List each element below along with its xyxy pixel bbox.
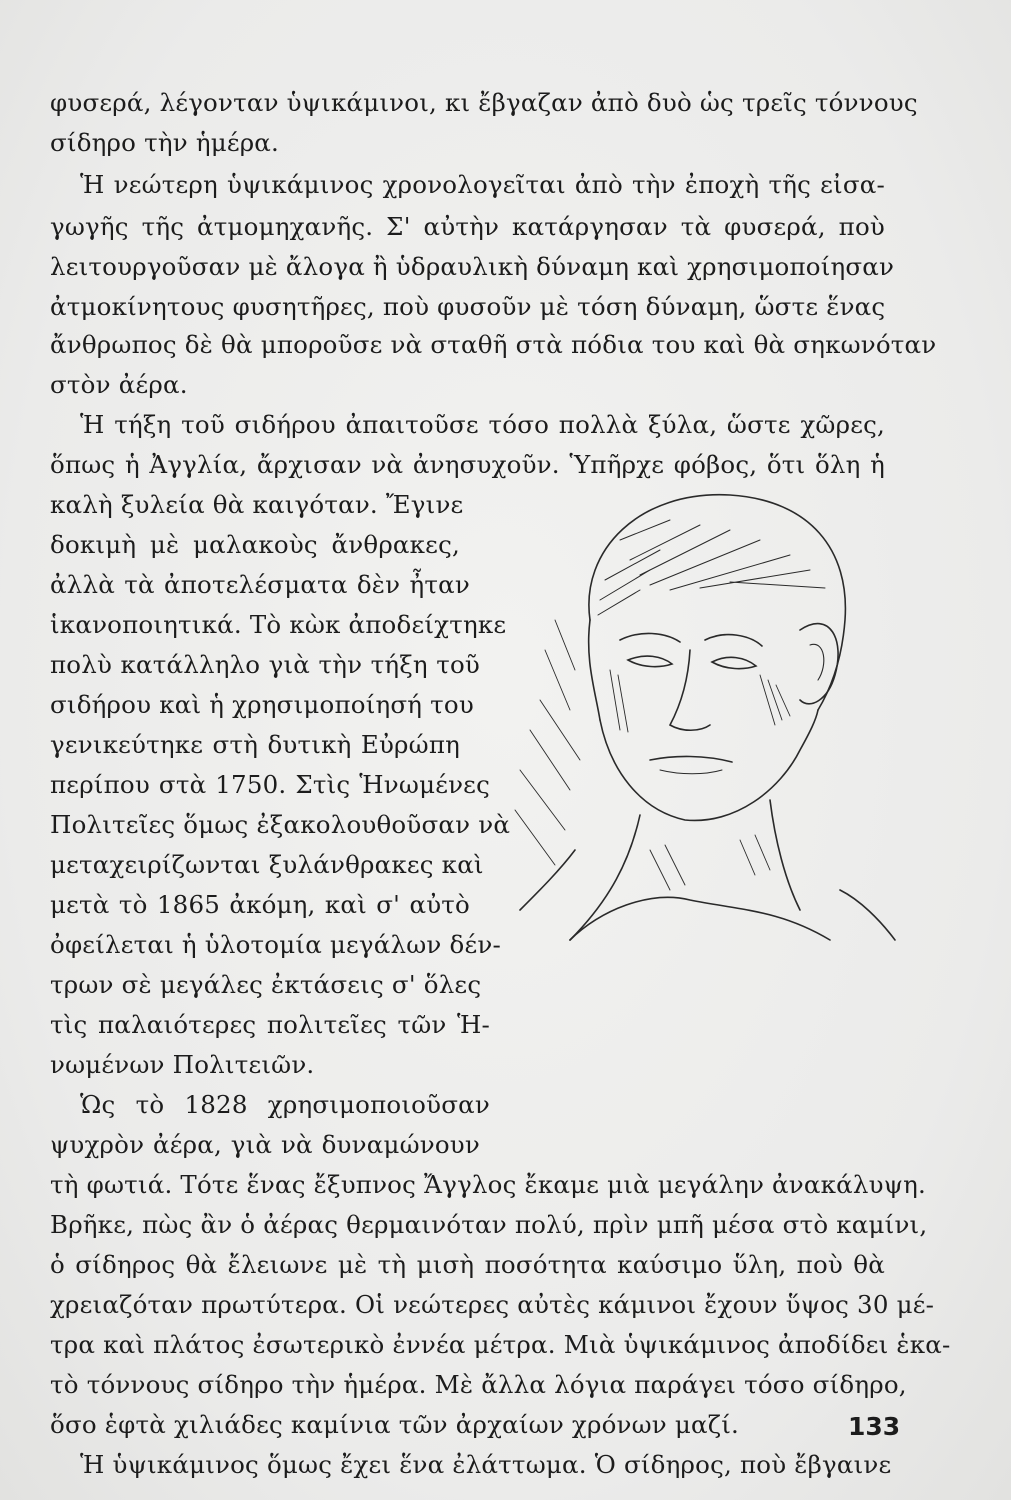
text-line-1: φυσερά, λέγονταν ὑψικάμινοι, κι ἔβγαζαν ἀπὸ δυὸ ὡς τρεῖς τόννους: [50, 88, 918, 117]
text-line-32: τρα καὶ πλάτος ἐσωτερικὸ ἐννέα μέτρα. Μιὰ ὑψικάμινος ἀποδίδει ἑκα-: [50, 1330, 951, 1359]
portrait-illustration: [500, 470, 900, 950]
text-line-33: τὸ τόννους σίδηρο τὴν ἡμέρα. Μὲ ἄλλα λόγια παράγει τόσο σίδηρο,: [50, 1370, 907, 1399]
text-line-26: Ὡς τὸ 1828 χρησιμοποιοῦσαν: [80, 1090, 490, 1119]
text-line-4: γωγῆς τῆς ἀτμομηχανῆς. Σ' αὐτὴν κατάργησαν τὰ φυσερά, ποὺ: [50, 212, 885, 241]
text-line-35: Ἡ ὑψικάμινος ὅμως ἔχει ἕνα ἐλάττωμα. Ὁ σίδηρος, ποὺ ἔβγαινε: [80, 1450, 892, 1479]
text-line-14: ἱκανοποιητικά. Τὸ κὼκ ἀποδείχτηκε: [50, 610, 507, 639]
text-line-16: σιδήρου καὶ ἡ χρησιμοποίησή του: [50, 690, 474, 719]
text-line-13: ἀλλὰ τὰ ἀποτελέσματα δὲν ἦταν: [50, 570, 470, 599]
text-line-22: ὀφείλεται ἡ ὑλοτομία μεγάλων δέν-: [50, 930, 501, 959]
text-line-19: Πολιτεῖες ὅμως ἐξακολουθοῦσαν νὰ: [50, 810, 511, 839]
text-line-20: μεταχειρίζωνται ξυλάνθρακες καὶ: [50, 850, 484, 879]
text-line-27: ψυχρὸν ἀέρα, γιὰ νὰ δυναμώνουν: [50, 1130, 480, 1159]
text-line-30: ὁ σίδηρος θὰ ἔλειωνε μὲ τὴ μισὴ ποσότητα καύσιμο ὕλη, ποὺ θὰ: [50, 1250, 885, 1279]
text-line-15: πολὺ κατάλληλο γιὰ τὴν τήξη τοῦ: [50, 650, 480, 679]
text-line-34: ὅσο ἑφτὰ χιλιάδες καμίνια τῶν ἀρχαίων χρόνων μαζί.: [50, 1410, 740, 1439]
text-line-24: τὶς παλαιότερες πολιτεῖες τῶν Ἡ-: [50, 1010, 490, 1039]
text-line-3: Ἡ νεώτερη ὑψικάμινος χρονολογεῖται ἀπὸ τὴν ἐποχὴ τῆς εἰσα-: [80, 170, 885, 199]
text-line-2: σίδηρο τὴν ἡμέρα.: [50, 128, 280, 157]
text-line-25: νωμένων Πολιτειῶν.: [50, 1050, 315, 1079]
text-line-7: ἄνθρωπος δὲ θὰ μποροῦσε νὰ σταθῆ στὰ πόδια του καὶ θὰ σηκωνόταν: [50, 330, 937, 359]
text-line-9: Ἡ τήξη τοῦ σιδήρου ἀπαιτοῦσε τόσο πολλὰ ξύλα, ὥστε χῶρες,: [80, 410, 885, 439]
text-line-11: καλὴ ξυλεία θὰ καιγόταν. Ἔγινε: [50, 490, 464, 519]
text-line-21: μετὰ τὸ 1865 ἀκόμη, καὶ σ' αὐτὸ: [50, 890, 470, 919]
text-line-17: γενικεύτηκε στὴ δυτικὴ Εὐρώπη: [50, 730, 460, 759]
text-line-28: τὴ φωτιά. Τότε ἕνας ἔξυπνος Ἄγγλος ἔκαμε μιὰ μεγάλην ἀνακάλυψη.: [50, 1170, 926, 1199]
text-line-8: στὸν ἀέρα.: [50, 370, 188, 399]
text-line-23: τρων σὲ μεγάλες ἐκτάσεις σ' ὅλες: [50, 970, 482, 999]
text-line-12: δοκιμὴ μὲ μαλακοὺς ἄνθρακες,: [50, 530, 460, 559]
text-line-10: ὅπως ἡ Ἀγγλία, ἄρχισαν νὰ ἀνησυχοῦν. Ὑπῆρχε φόβος, ὅτι ὅλη ἡ: [50, 450, 885, 479]
text-line-5: λειτουργοῦσαν μὲ ἄλογα ἢ ὑδραυλικὴ δύναμη καὶ χρησιμοποίησαν: [50, 252, 895, 281]
page-number: 133: [848, 1412, 901, 1441]
text-line-29: Βρῆκε, πὼς ἂν ὁ ἀέρας θερμαινόταν πολύ, πρὶν μπῆ μέσα στὸ καμίνι,: [50, 1210, 928, 1239]
text-line-6: ἀτμοκίνητους φυσητῆρες, ποὺ φυσοῦν μὲ τόση δύναμη, ὥστε ἕνας: [50, 292, 886, 321]
text-line-31: χρειαζόταν πρωτύτερα. Οἱ νεώτερες αὐτὲς κάμινοι ἔχουν ὕψος 30 μέ-: [50, 1290, 935, 1319]
text-line-18: περίπου στὰ 1750. Στὶς Ἡνωμένες: [50, 770, 490, 799]
